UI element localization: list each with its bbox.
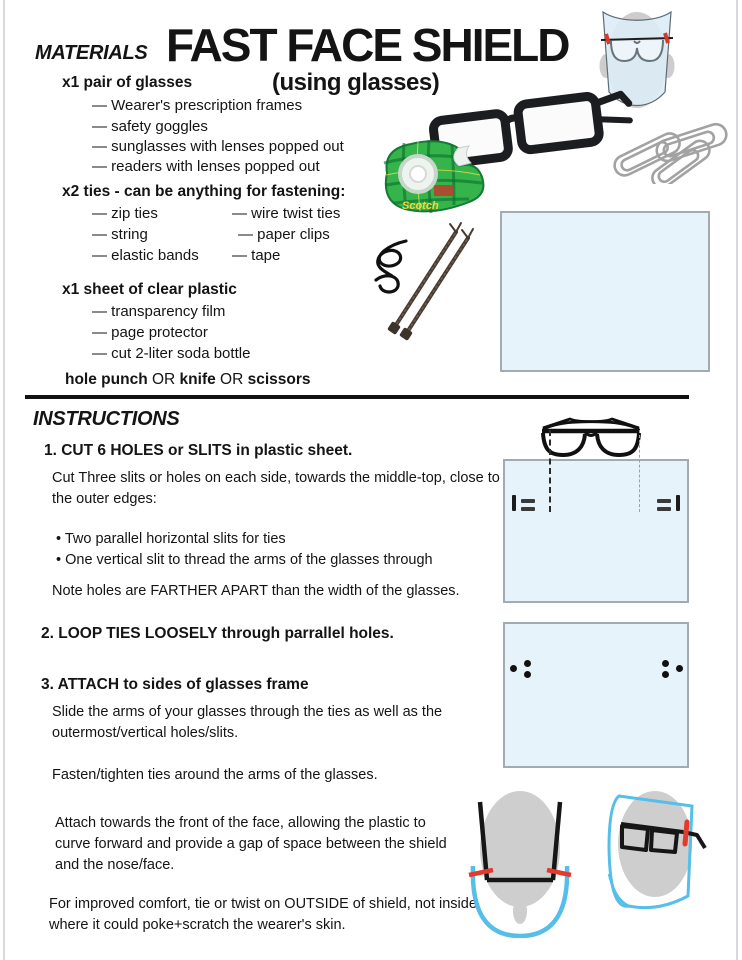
step2-title: 2. LOOP TIES LOOSELY through parrallel holes. [41, 625, 394, 642]
material-item: — page protector [92, 324, 208, 341]
step1-bullet: • Two parallel horizontal slits for ties [56, 531, 286, 547]
or-separator: OR [147, 371, 180, 388]
step3-paragraph: For improved comfort, tie or twist on OUTSIDE of shield, not inside where it could poke+scratch the wearer's skin. [49, 896, 477, 933]
step1-title: 1. CUT 6 HOLES or SLITS in plastic sheet. [44, 442, 353, 459]
glasses-top-outline-illustration [536, 414, 646, 462]
horizontal-slit-mark [657, 499, 671, 503]
hole-mark [662, 660, 669, 667]
materials-group-plastic-label: x1 sheet of clear plastic [62, 281, 237, 298]
head-side-view-illustration [595, 788, 707, 928]
tools-line [65, 371, 311, 389]
zip-ties-illustration [378, 220, 484, 342]
step1-paragraph: Cut Three slits or holes on each side, towards the middle-top, close to the outer edges: [52, 470, 500, 507]
step3-paragraph: Slide the arms of your glasses through the ties as well as the outermost/vertical holes/slits. [52, 704, 443, 741]
hole-mark [524, 671, 531, 678]
material-item: — safety goggles [92, 118, 208, 135]
material-item: — string [92, 226, 148, 243]
page-subtitle: (using glasses) [272, 69, 440, 96]
horizontal-slit-mark [657, 507, 671, 511]
vertical-slit-mark [676, 495, 680, 511]
page-title: FAST FACE SHIELD [166, 19, 569, 71]
hole-mark [676, 665, 683, 672]
hole-mark [662, 671, 669, 678]
sheet-slits-diagram [503, 459, 689, 603]
head-top-view-illustration [466, 786, 574, 938]
page-left-edge-line [3, 0, 5, 960]
tool-knife: knife [179, 371, 216, 388]
horizontal-slit-mark [521, 507, 535, 511]
hole-mark [524, 660, 531, 667]
material-item: — elastic bands [92, 247, 199, 264]
section-divider [25, 395, 689, 399]
material-item: — Wearer's prescription frames [92, 97, 303, 114]
tool-hole-punch: hole punch [65, 371, 148, 388]
materials-group-ties-label: x2 ties - can be anything for fastening: [62, 183, 346, 200]
paper-clips-illustration [606, 106, 738, 184]
material-item: — cut 2-liter soda bottle [92, 345, 251, 362]
step1-note: Note holes are FARTHER APART than the width of the glasses. [52, 583, 460, 599]
material-item: — wire twist ties [232, 205, 341, 222]
guide-line-left [549, 430, 551, 512]
step3-paragraph: Attach towards the front of the face, allowing the plastic to curve forward and provide a gap of space between the shield and the nose/face. [55, 815, 447, 873]
hole-mark [510, 665, 517, 672]
tie-mark [685, 822, 687, 844]
tool-scissors: scissors [247, 371, 311, 388]
materials-group-glasses-label: x1 pair of glasses [62, 74, 193, 91]
material-item: — tape [232, 247, 281, 264]
tape-brand-label: Scotch [402, 200, 439, 212]
tape-dispenser-illustration [374, 133, 490, 227]
plastic-sheet-illustration [500, 211, 710, 372]
material-item: — readers with lenses popped out [92, 158, 320, 175]
instructions-heading: INSTRUCTIONS [33, 408, 180, 430]
vertical-slit-mark [512, 495, 516, 511]
materials-heading: MATERIALS [35, 42, 148, 64]
sheet-holes-diagram [503, 622, 689, 768]
material-item: — transparency film [92, 303, 226, 320]
step3-paragraph: Fasten/tighten ties around the arms of the glasses. [52, 767, 378, 783]
step3-title: 3. ATTACH to sides of glasses frame [41, 676, 309, 693]
guide-line-right [639, 430, 640, 512]
horizontal-slit-mark [521, 499, 535, 503]
or-separator: OR [215, 371, 248, 388]
material-item: — sunglasses with lenses popped out [92, 138, 344, 155]
material-item: — zip ties [92, 205, 158, 222]
step1-bullet: • One vertical slit to thread the arms of the glasses through [56, 552, 433, 568]
material-item: — paper clips [238, 226, 330, 243]
